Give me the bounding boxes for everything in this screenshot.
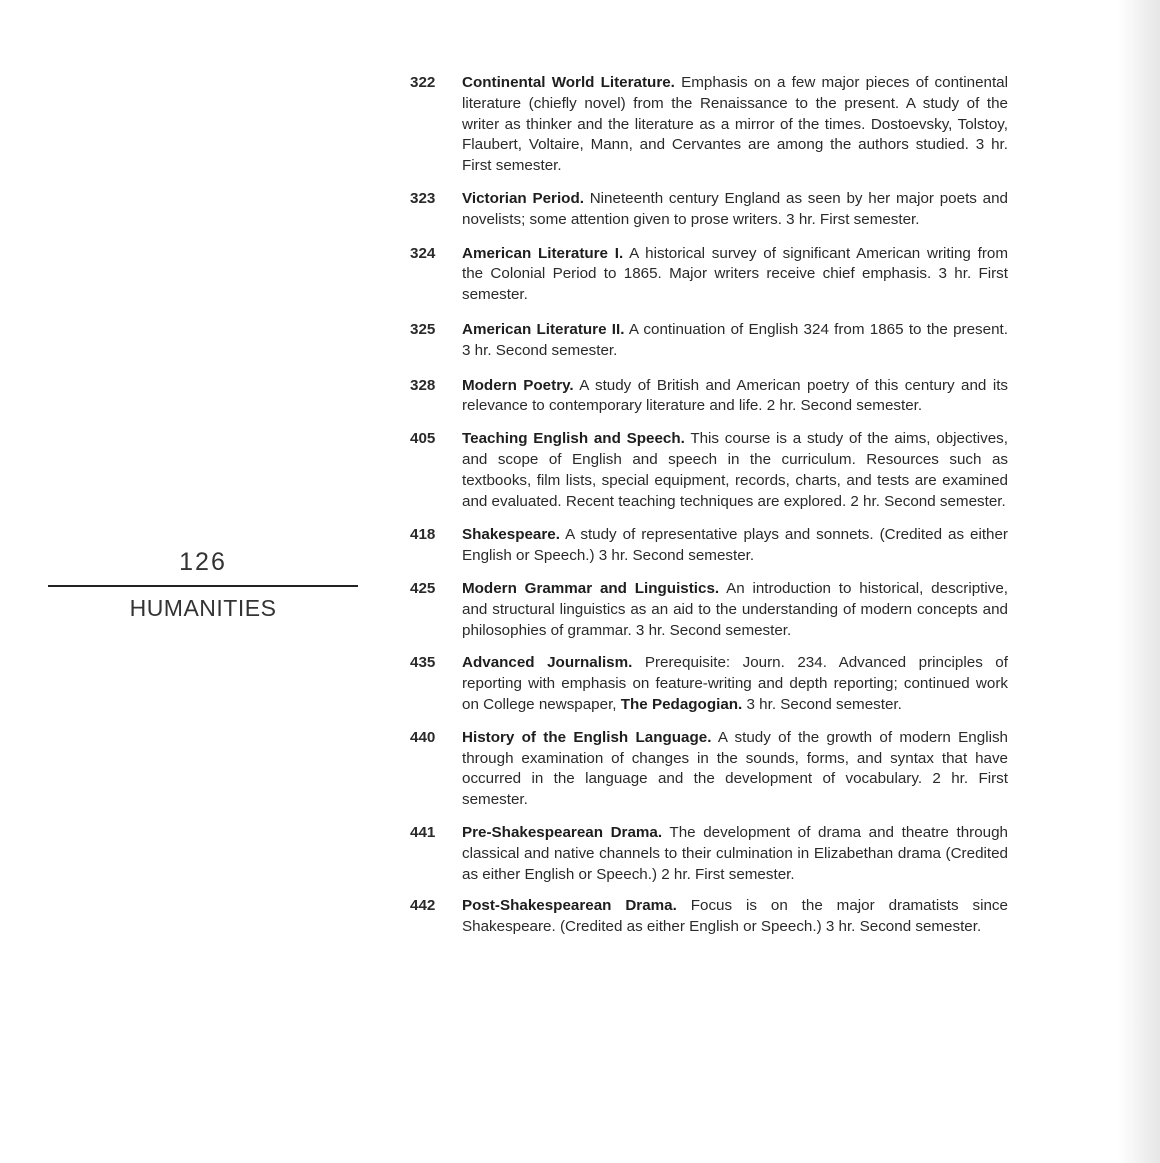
course-title: Victorian Period. <box>462 189 584 207</box>
newspaper-title: The Pedagogian. <box>620 695 743 713</box>
course-description: An introduction to historical, descriptive, and structural linguistics as an aid to the understanding of modern concepts and philosophies of grammar. 3 hr. Second semester. <box>462 579 1008 639</box>
course-number: 325 <box>410 320 436 338</box>
course-body <box>462 896 1012 938</box>
course-entry <box>400 728 1012 811</box>
course-entry <box>400 525 1012 567</box>
course-body <box>462 429 1012 512</box>
course-number: 324 <box>410 244 436 262</box>
course-title: Modern Poetry. <box>462 376 574 394</box>
course-description: Focus is on the major dramatists since Shakespeare. (Credited as either English or Speech.) 3 hr. Second semester. <box>462 897 1008 936</box>
course-description: Prerequisite: Journ. 234. Advanced principles of reporting with emphasis on feature-writing and depth reporting; continued work on College newspaper, <box>462 654 1008 713</box>
course-number: 405 <box>410 430 436 448</box>
course-description: A historical survey of significant American writing from the Colonial Period to 1865. Major writers receive chief emphasis. 3 hr. First semester. <box>462 244 1008 304</box>
course-body <box>462 653 1012 715</box>
course-body <box>462 320 1012 362</box>
course-body <box>462 73 1012 177</box>
course-body <box>462 189 1012 231</box>
course-title: Advanced Journalism. <box>462 654 633 672</box>
page-edge-shadow <box>1118 0 1160 1163</box>
course-number: 322 <box>410 74 436 91</box>
course-description: A study of the growth of modern English through examination of changes in the sounds, forms, and syntax that have occurred in the language and the development of vocabulary. 2 hr. First semester. <box>462 728 1008 809</box>
course-list <box>400 73 1012 938</box>
course-title: Post-Shakespearean Drama. <box>462 897 677 915</box>
course-title: American Literature I. <box>462 244 624 262</box>
course-entry <box>400 896 1012 938</box>
section-title: HUMANITIES <box>129 595 277 621</box>
course-description: Emphasis on a few major pieces of continental literature (chiefly novel) from the Renaissance to the present. A study of the writer as thinker and the literature as a mirror of the times. Dostoevsky, Tolstoy, Flaubert, Voltaire, Mann, and Cervantes are among the authors studied. 3 hr. First semester. <box>462 74 1008 175</box>
course-description: A study of British and American poetry of this century and its relevance to contemporary literature and life. 2 hr. Second semester. <box>462 376 1009 415</box>
course-number: 328 <box>410 376 436 394</box>
course-body <box>462 579 1012 641</box>
course-entry <box>400 320 1012 362</box>
course-entry <box>400 73 1012 177</box>
course-entry <box>400 579 1012 641</box>
course-entry <box>400 189 1012 231</box>
course-entry <box>400 429 1012 512</box>
course-description: A study of representative plays and sonnets. (Credited as either English or Speech.) 3 hr. Second semester. <box>462 526 1008 565</box>
course-entry <box>400 823 1012 885</box>
course-title: History of the English Language. <box>462 728 712 746</box>
course-description-tail: 3 hr. Second semester. <box>746 695 902 713</box>
page-number: 126 <box>179 548 227 576</box>
course-title: Shakespeare. <box>462 526 560 544</box>
course-description: The development of drama and theatre through classical and native channels to their culmination in Elizabethan drama (Credited as either English or Speech.) 2 hr. First semester. <box>462 823 1008 883</box>
course-body <box>462 525 1012 567</box>
course-description: Nineteenth century England as seen by her major poets and novelists; some attention given to prose writers. 3 hr. First semester. <box>462 189 1008 228</box>
course-number: 323 <box>410 189 436 207</box>
course-body <box>462 376 1012 418</box>
course-number: 442 <box>410 897 436 915</box>
course-title: Modern Grammar and Linguistics. <box>462 579 720 597</box>
course-title: Continental World Literature. <box>462 74 675 91</box>
section-sidebar <box>48 548 358 622</box>
course-number: 418 <box>410 526 436 544</box>
course-title: Pre-Shakespearean Drama. <box>462 823 663 841</box>
course-number: 435 <box>410 654 436 672</box>
course-number: 440 <box>410 728 436 746</box>
course-number: 425 <box>410 579 436 597</box>
course-description: A continuation of English 324 from 1865 to the present. 3 hr. Second semester. <box>462 320 1008 359</box>
course-body <box>462 244 1012 306</box>
course-title: American Literature II. <box>462 320 625 338</box>
course-entry <box>400 376 1012 418</box>
course-body <box>462 823 1012 885</box>
course-entry <box>400 653 1012 715</box>
course-number: 441 <box>410 823 436 841</box>
course-body <box>462 728 1012 811</box>
course-title: Teaching English and Speech. <box>462 430 685 448</box>
course-entry <box>400 244 1012 306</box>
course-description: This course is a study of the aims, objectives, and scope of English and speech in the curriculum. Resources such as textbooks, film lists, special equipment, records, charts, and tests are examined and evaluated. Recent teaching techniques are explored. 2 hr. Second semester. <box>462 430 1008 510</box>
